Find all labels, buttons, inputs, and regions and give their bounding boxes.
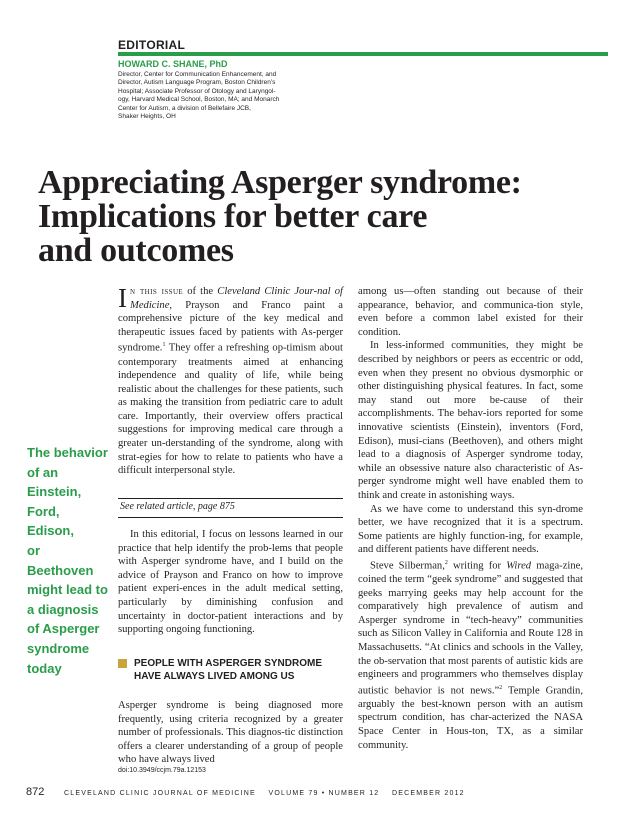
reference-marker: 2 — [444, 559, 448, 566]
author-bio-line: Hospital; Associate Professor of Otology and Laryngol- — [118, 87, 276, 95]
text-run: of the — [183, 286, 218, 297]
author-name: HOWARD C. SHANE, PhD — [118, 59, 228, 69]
body-paragraph: among us—often standing out because of their appearance, behavior, and communica-tion style, even before a common label existed for their condition. — [358, 286, 583, 338]
text-run: maga-zine, coined the term “geek syndrome” and suggested that geeks marrying geeks may help account for the comparatively high prevalence of autism and Asperger syndrome in “tech-heavy” communities such as Silicon Valley in California and Route 128 in Massachusetts. “At clinics and schools in the Valley, the ob-servation that most parents of autistic kids are engineers and programmers who themselves display autistic behavior is not news.” — [358, 560, 583, 697]
text-run: writing for — [447, 560, 507, 572]
subhead-line: PEOPLE WITH ASPERGER SYNDROME — [134, 658, 322, 669]
body-paragraph: In less-informed communities, they might be described by neighbors or peers as eccentric or odd, even when they present no obvious dysmorphic or other distinguishing physical features. In fact, some may stand out more be-cause of their accomplishments. The behav-iors reported for some innovative scientists (Einstein), inventors (Ford, Edison), musi-cians (Beethoven), and others might lead to a diagnosis of Asperger syndrome today, while an obsessive nature also characteristic of As-perger syndrome might well have enabled them to think and create in astonishing ways. — [358, 340, 583, 501]
author-bio-line: Shaker Heights, OH — [118, 113, 176, 121]
pull-quote-line: today — [27, 660, 62, 676]
body-column-1-continued — [118, 528, 343, 637]
pull-quote-line: might lead to — [27, 582, 108, 598]
title-line: Appreciating Asperger syndrome: — [38, 164, 522, 201]
pull-quote-line: a diagnosis — [27, 601, 99, 617]
body-paragraph: In this editorial, I focus on lessons learned in our practice that help identify the prob-lems that people with Asperger syndrome have, and I build on the advice of Prayson and Franco on how to improve patient experi-ences in the adult medical setting, particularly by diminishing confusion and uncertainty in doctor-patient interactions and by supporting ongoing functioning. — [118, 529, 343, 636]
doi: doi:10.3949/ccjm.79a.12153 — [118, 767, 206, 774]
body-paragraph: Asperger syndrome is being diagnosed more frequently, using criteria recognized by a greater number of professionals. This diagnos-tic distinction offers a clearer understanding of a group of people who have always lived — [118, 700, 343, 766]
section-label: EDITORIAL — [118, 38, 186, 52]
pull-quote-line: or Beethoven — [27, 542, 94, 578]
author-bio-line: Center for Autism, a division of Bellefaire JCB, — [118, 104, 251, 112]
text-run: They offer a refreshing op-timism about contemporary treatments aimed at enhancing independence and quality of life, while being realistic about the challenges for these patients, such as making the transition from pediatric care to adult care. Importantly, their overview offers practical suggestions for improving medical care through a greater un-derstanding of the syndrome, along with strat-egies for how to relate to patients who have a difficult interpersonal style. — [118, 342, 343, 477]
intro-paragraph — [118, 285, 343, 478]
page-number: 872 — [26, 786, 45, 798]
body-column-1-bottom — [118, 699, 343, 767]
article-title — [38, 166, 598, 268]
journal-name: Cleveland Clinic Jour-nal of Medicine — [130, 286, 343, 311]
text-run: Steve Silberman, — [370, 560, 445, 572]
drop-cap: I — [118, 283, 127, 313]
text-run: Temple Grandin, arguably the best-known person with an autism spectrum condition, has char-acterized the NASA Space Center in Hous-ton, TX, as a similar community. — [358, 685, 583, 751]
author-bio — [118, 71, 296, 121]
header-rule — [118, 52, 608, 56]
subhead-bullet — [118, 659, 127, 668]
subhead-text — [134, 657, 344, 683]
body-column-2 — [358, 285, 583, 752]
magazine-name: Wired — [506, 560, 532, 572]
lead-in-smallcaps: n this issue — [130, 286, 184, 297]
subhead-line: HAVE ALWAYS LIVED AMONG US — [134, 671, 295, 682]
pull-quote-line: of Asperger — [27, 621, 100, 637]
reference-marker: 2 — [499, 684, 503, 691]
running-footer: CLEVELAND CLINIC JOURNAL OF MEDICINE VOLUME 79 • NUMBER 12 DECEMBER 2012 — [64, 790, 465, 797]
pull-quote-line: The behavior — [27, 445, 108, 460]
pull-quote-line: syndrome — [27, 640, 90, 656]
body-paragraph — [358, 557, 583, 752]
body-paragraph: As we have come to understand this syn-drome better, we have recognized that it is a spectrum. Some patients are highly function-ing, for example, and different patients have different needs. — [358, 503, 583, 556]
text-run: , Prayson and Franco paint a comprehensive picture of the key medical and therapeutic issues faced by patients with As-perger syndrome. — [118, 299, 343, 354]
body-column-1 — [118, 285, 343, 478]
author-bio-line: Director, Center for Communication Enhancement, and — [118, 71, 277, 78]
pull-quote — [27, 443, 109, 678]
reference-marker: 1 — [162, 342, 166, 349]
title-line: Implications for better care — [38, 198, 428, 235]
pull-quote-line: Ford, Edison, — [27, 503, 74, 539]
pull-quote-line: of an Einstein, — [27, 464, 82, 500]
title-line: and outcomes — [38, 232, 234, 269]
related-article-link[interactable]: See related article, page 875 — [120, 501, 235, 512]
author-bio-line: ogy, Harvard Medical School, Boston, MA; and Monarch — [118, 96, 280, 104]
author-bio-line: Director, Autism Language Program, Boston Children’s — [118, 79, 276, 87]
